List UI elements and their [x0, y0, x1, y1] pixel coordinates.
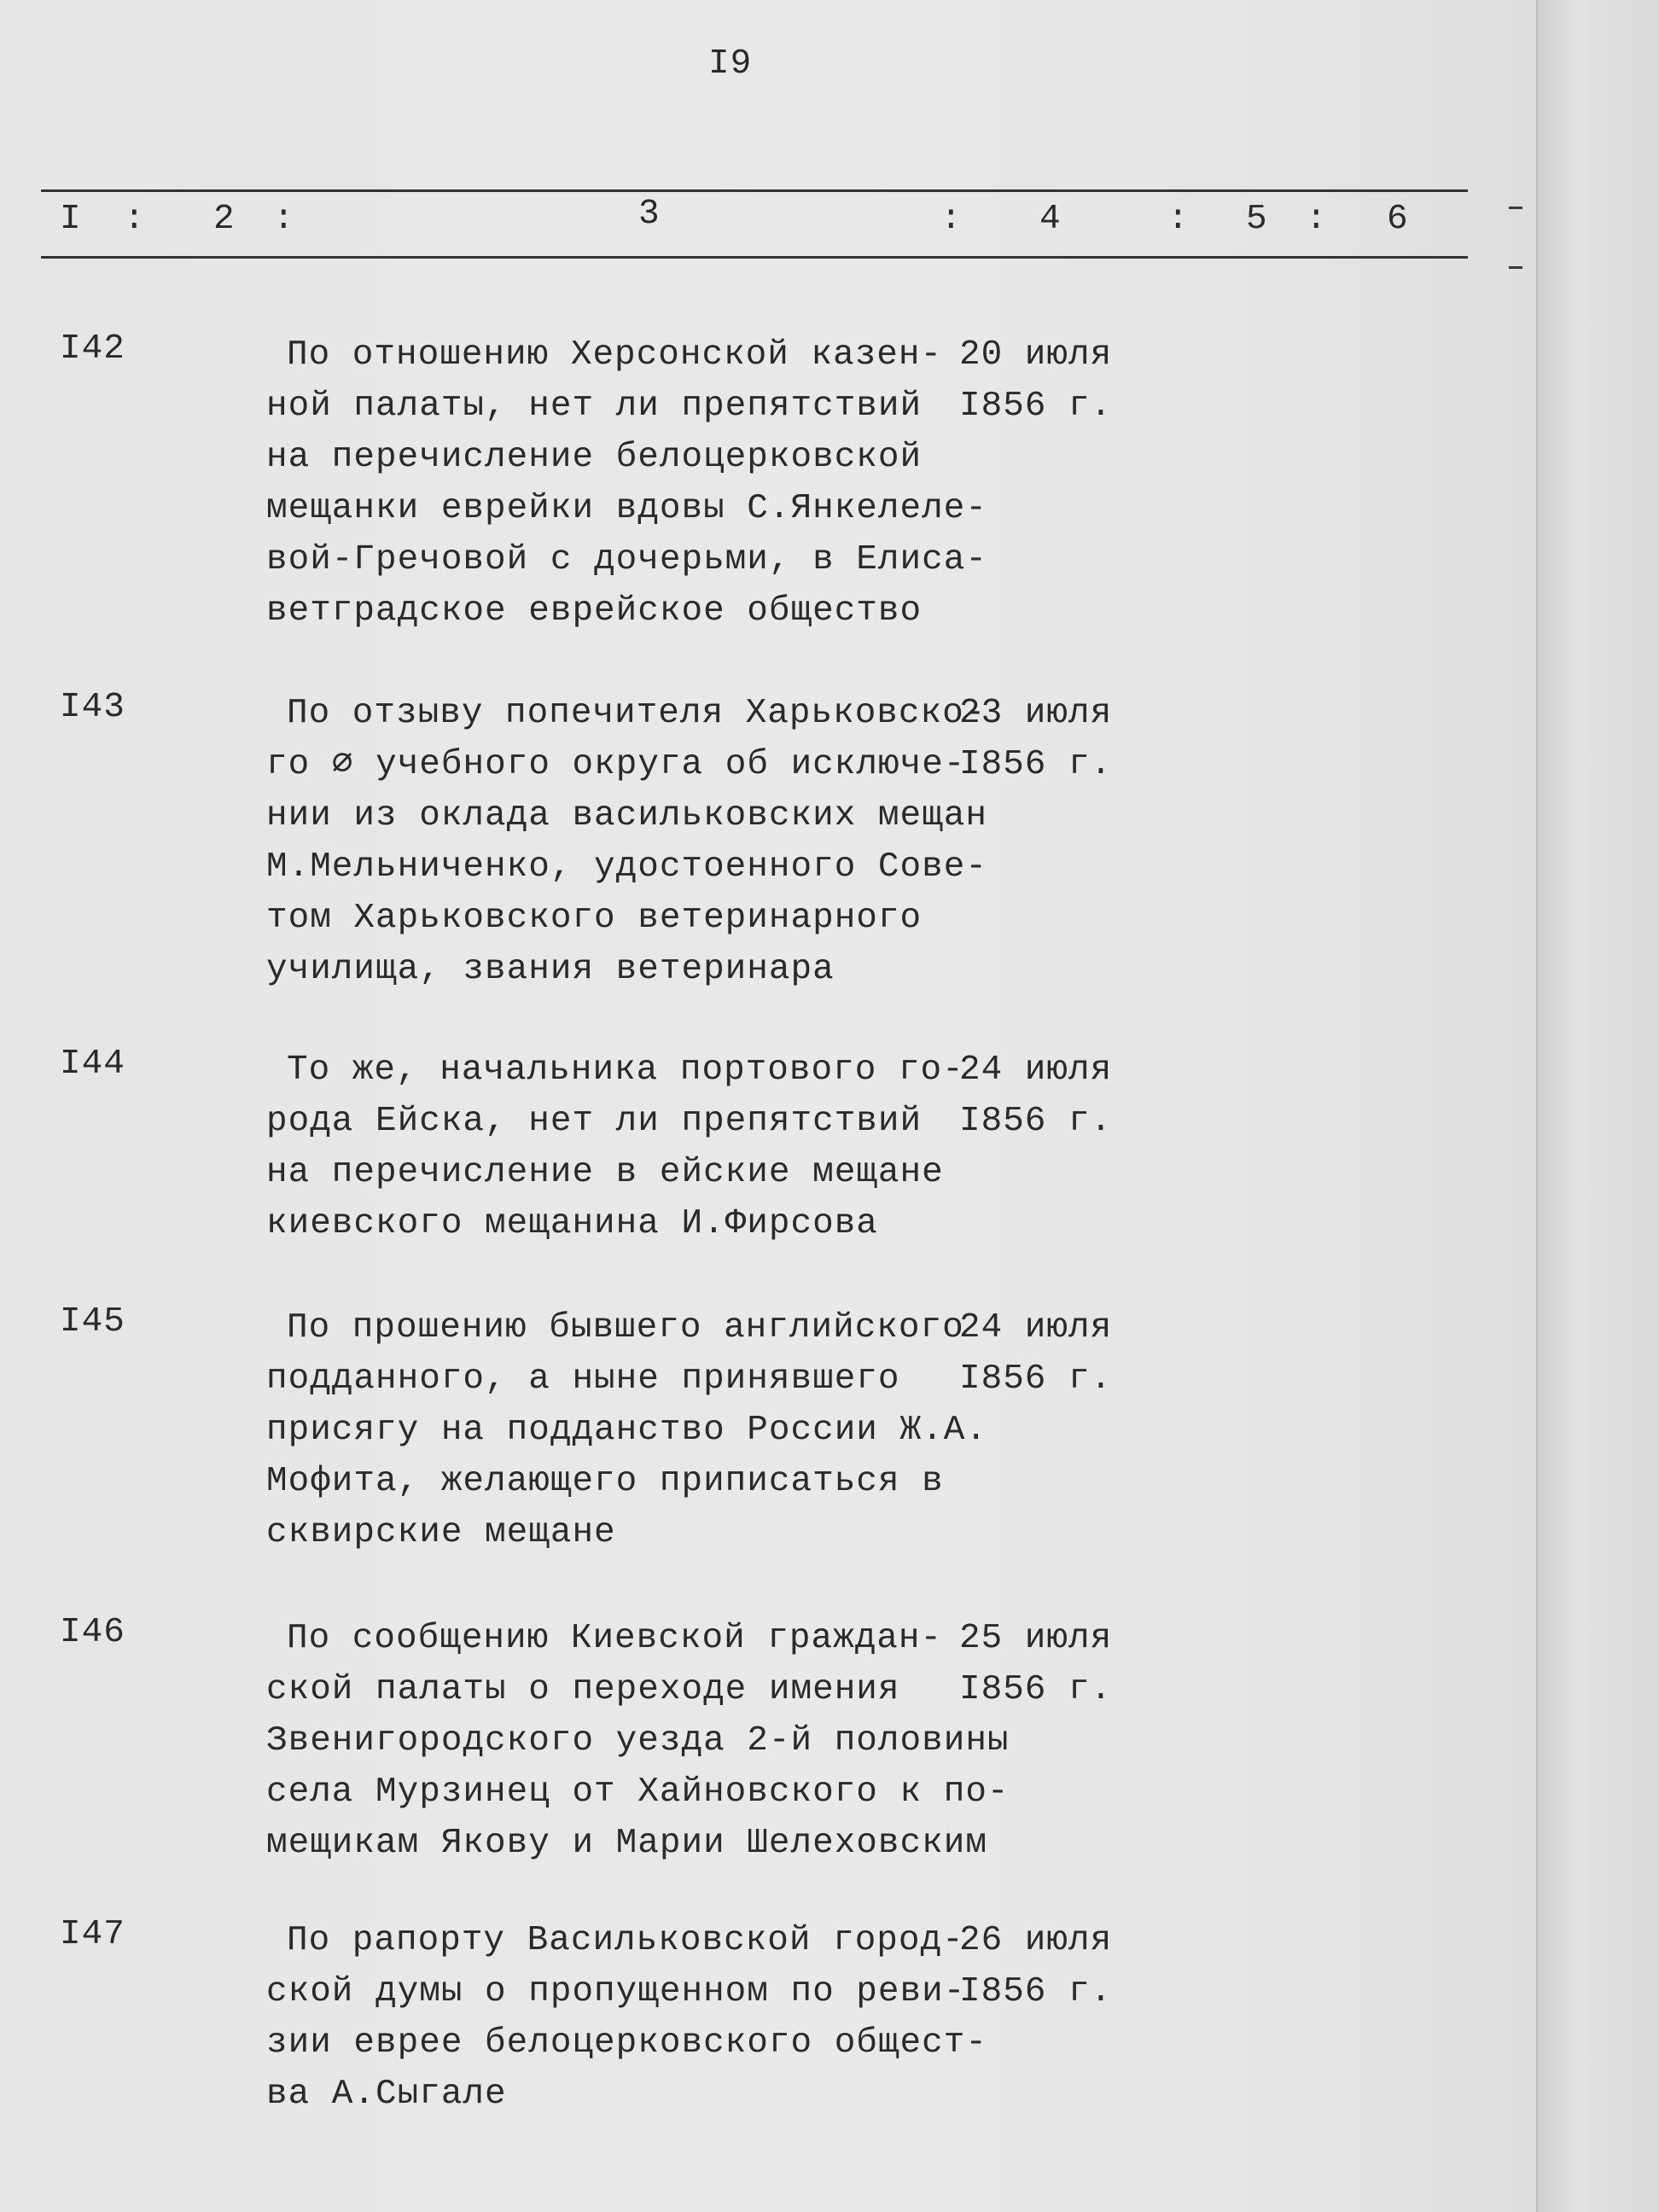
entry-text-line: подданного, а ныне принявшего [266, 1359, 900, 1399]
entry-date-day: 23 июля [959, 694, 1113, 733]
margin-tick-mark [1509, 266, 1522, 269]
entry-text-line: села Мурзинец от Хайновского к по- [266, 1773, 1010, 1812]
entry-description [266, 1915, 987, 2120]
page-number: I9 [708, 44, 753, 84]
entry-description [266, 1302, 987, 1558]
entry-date-year: I856 г. [959, 745, 1113, 784]
entry-text-line: ной палаты, нет ли препятствий [266, 387, 923, 426]
entry-date-day: 25 июля [959, 1619, 1113, 1658]
entry-text-line: нии из оклада васильковских мещан [266, 796, 987, 835]
entry-date [959, 329, 1112, 432]
entry-text-line: Мофита, желающего приписаться в [266, 1462, 944, 1501]
entry-number: I42 [60, 329, 125, 369]
entry-number: I44 [60, 1045, 125, 1084]
column-header-3: 3 [638, 195, 661, 234]
entry-description [266, 688, 987, 995]
entry-description [266, 1613, 1010, 1869]
column-separator: : [940, 200, 963, 239]
entry-date-year: I856 г. [959, 1670, 1113, 1709]
entry-text-line: го ∅ учебного округа об исключе- [266, 745, 966, 784]
next-page-edge [1536, 0, 1659, 2212]
entry-text-line: ва А.Сыгале [266, 2075, 507, 2114]
entry-text-line: М.Мельниченко, удостоенного Сове- [266, 847, 987, 887]
entry-text-line: По отношению Херсонской казен- [287, 335, 943, 375]
entry-text-line: на перечисление в ейские мещане [266, 1153, 944, 1192]
entry-date [959, 1915, 1112, 2017]
entry-text-line: По рапорту Васильковской город- [287, 1921, 964, 1960]
column-separator: : [124, 200, 146, 239]
header-bottom-rule [41, 256, 1468, 259]
entry-text-line: ветградское еврейское общество [266, 591, 923, 631]
entry-description [266, 1045, 964, 1249]
entry-text-line: Звенигородского уезда 2-й половины [266, 1721, 1010, 1761]
entry-text-line: училища, звания ветеринара [266, 950, 835, 989]
entry-text-line: По отзыву попечителя Харьковско- [287, 694, 987, 733]
entry-date-day: 20 июля [959, 335, 1113, 375]
column-header-2: 2 [213, 200, 236, 239]
column-header-4: 4 [1039, 200, 1062, 239]
column-separator: : [1167, 200, 1190, 239]
entry-date-day: 24 июля [959, 1051, 1113, 1090]
entry-date-year: I856 г. [959, 1359, 1113, 1399]
entry-number: I43 [60, 688, 125, 727]
entry-date-year: I856 г. [959, 387, 1113, 426]
column-header-1: I [60, 200, 82, 239]
column-header-5: 5 [1246, 200, 1268, 239]
entry-text-line: сквирские мещане [266, 1513, 616, 1552]
entry-date-year: I856 г. [959, 1102, 1113, 1141]
entry-text-line: рода Ейска, нет ли препятствий [266, 1102, 923, 1141]
entry-number: I46 [60, 1613, 125, 1652]
entry-date [959, 1302, 1112, 1405]
entry-text-line: присягу на подданство России Ж.А. [266, 1411, 987, 1450]
entry-number: I47 [60, 1915, 125, 1954]
entry-date [959, 688, 1112, 790]
entry-date [959, 1613, 1112, 1715]
entry-date-year: I856 г. [959, 1972, 1113, 2011]
entry-number: I45 [60, 1302, 125, 1342]
entry-date-day: 26 июля [959, 1921, 1113, 1960]
entry-text-line: зии еврее белоцерковского общест- [266, 2023, 987, 2063]
entry-text-line: По прошению бывшего английского [287, 1308, 964, 1348]
column-separator: : [1306, 200, 1328, 239]
entry-text-line: ской палаты о переходе имения [266, 1670, 900, 1709]
entry-description [266, 329, 987, 637]
entry-text-line: То же, начальника портового го- [287, 1051, 964, 1090]
entry-text-line: киевского мещанина И.Фирсова [266, 1204, 878, 1243]
entry-text-line: ской думы о пропущенном по реви- [266, 1972, 966, 2011]
entry-text-line: на перечисление белоцерковской [266, 438, 923, 477]
entry-date-day: 24 июля [959, 1308, 1113, 1348]
entry-text-line: вой-Гречовой с дочерьми, в Елиса- [266, 540, 987, 579]
entry-text-line: мещанки еврейки вдовы С.Янкелеле- [266, 489, 987, 528]
entry-text-line: мещикам Якову и Марии Шелеховским [266, 1824, 987, 1863]
entry-text-line: По сообщению Киевской граждан- [287, 1619, 943, 1658]
column-header-6: 6 [1387, 200, 1409, 239]
entry-date [959, 1045, 1112, 1147]
entry-text-line: том Харьковского ветеринарного [266, 899, 923, 938]
margin-tick-mark [1509, 207, 1522, 209]
header-top-rule [41, 189, 1468, 192]
column-separator: : [273, 200, 295, 239]
